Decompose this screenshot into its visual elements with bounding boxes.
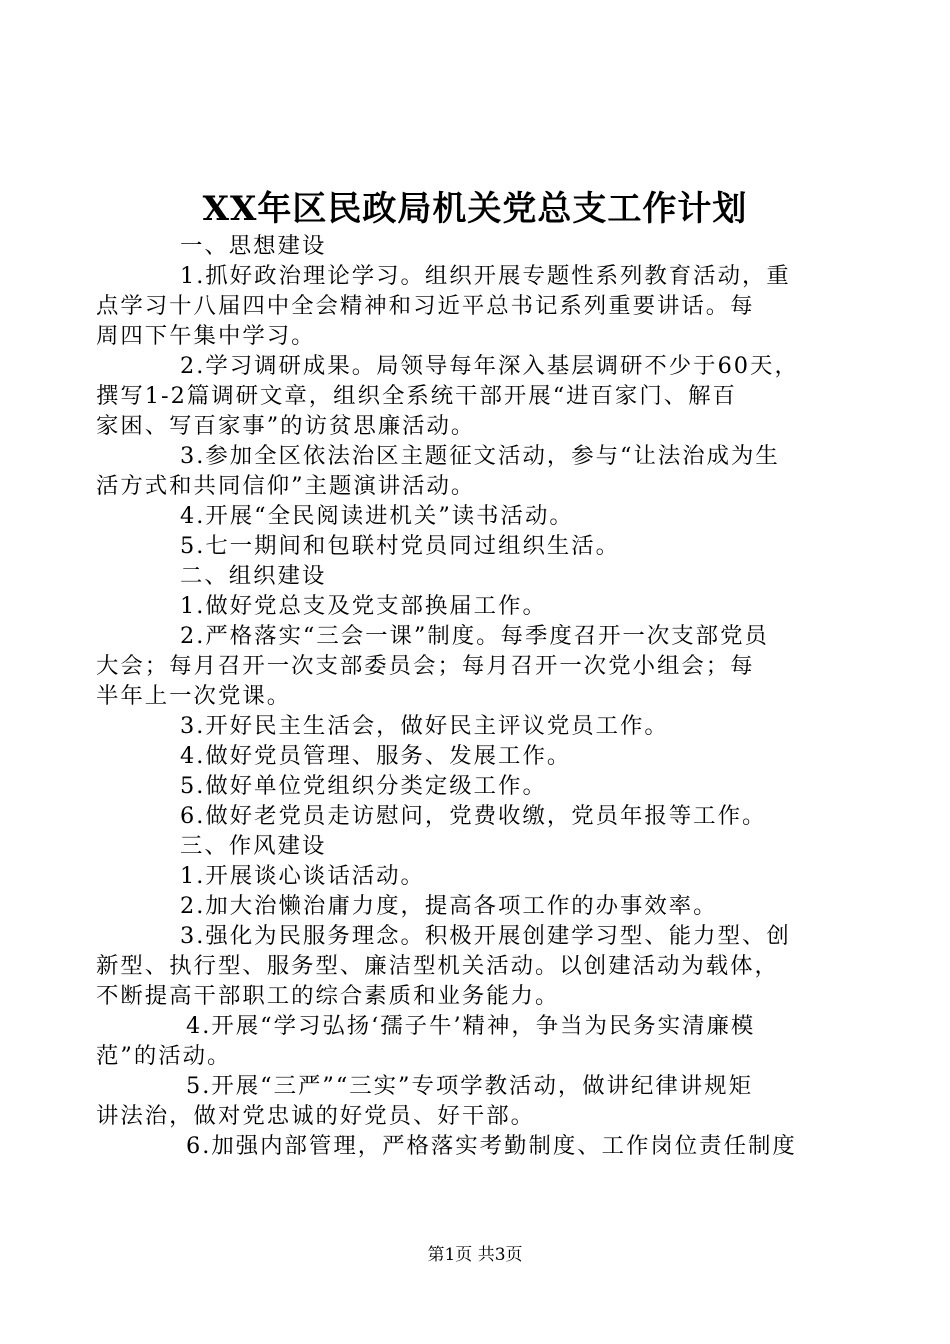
paragraph-line: 6.加强内部管理，严格落实考勤制度、工作岗位责任制度 xyxy=(186,1133,797,1159)
paragraph-line: 3.强化为民服务理念。积极开展创建学习型、能力型、创 xyxy=(180,923,791,949)
document-body xyxy=(96,231,836,1161)
paragraph-line: 撰写1-2篇调研文章，组织全系统干部开展“进百家门、解百 xyxy=(96,383,737,409)
paragraph-line: 家困、写百家事”的访贫思廉活动。 xyxy=(96,413,476,439)
paragraph-line: 新型、执行型、服务型、廉洁型机关活动。以创建活动为载体， xyxy=(96,953,779,979)
paragraph-line: 6.做好老党员走访慰问，党费收缴，党员年报等工作。 xyxy=(180,803,767,829)
paragraph-line: 一、思想建设 xyxy=(180,233,327,259)
paragraph-line: 3.参加全区依法治区主题征文活动，参与“让法治成为生 xyxy=(180,443,780,469)
paragraph-line: 4.做好党员管理、服务、发展工作。 xyxy=(180,743,572,769)
paragraph-line: 范”的活动。 xyxy=(96,1043,232,1069)
paragraph-line: 1.做好党总支及党支部换届工作。 xyxy=(180,593,547,619)
paragraph-line: 二、组织建设 xyxy=(180,563,327,589)
paragraph-line: 2.学习调研成果。局领导每年深入基层调研不少于60天， xyxy=(180,353,799,379)
paragraph-line: 半年上一次党课。 xyxy=(96,683,292,709)
paragraph-line: 5.开展“三严”“三实”专项学教活动，做讲纪律讲规矩 xyxy=(186,1073,753,1099)
document-title: XX年区民政局机关党总支工作计划 xyxy=(202,189,748,229)
paragraph-line: 5.七一期间和包联村党员同过组织生活。 xyxy=(180,533,621,559)
paragraph-line: 点学习十八届四中全会精神和习近平总书记系列重要讲话。每 xyxy=(96,293,755,319)
paragraph-line: 1.开展谈心谈话活动。 xyxy=(180,863,425,889)
paragraph-line: 讲法治，做对党忠诚的好党员、好干部。 xyxy=(96,1103,536,1129)
paragraph-line: 2.严格落实“三会一课”制度。每季度召开一次支部党员 xyxy=(180,623,769,649)
paragraph-line: 大会；每月召开一次支部委员会；每月召开一次党小组会；每 xyxy=(96,653,755,679)
paragraph-line: 2.加大治懒治庸力度，提高各项工作的办事效率。 xyxy=(180,893,718,919)
paragraph-line: 3.开好民主生活会，做好民主评议党员工作。 xyxy=(180,713,669,739)
paragraph-line: 5.做好单位党组织分类定级工作。 xyxy=(180,773,547,799)
paragraph-line: 三、作风建设 xyxy=(180,833,327,859)
paragraph-line: 4.开展“学习弘扬‘孺子牛’精神，争当为民务实清廉模 xyxy=(186,1013,756,1039)
paragraph-line: 1.抓好政治理论学习。组织开展专题性系列教育活动，重 xyxy=(180,263,791,289)
page-footer: 第1页 共3页 xyxy=(427,1245,523,1265)
paragraph-line: 不断提高干部职工的综合素质和业务能力。 xyxy=(96,983,560,1009)
paragraph-line: 周四下午集中学习。 xyxy=(96,323,316,349)
paragraph-line: 活方式和共同信仰”主题演讲活动。 xyxy=(96,473,476,499)
paragraph-line: 4.开展“全民阅读进机关”读书活动。 xyxy=(180,503,574,529)
